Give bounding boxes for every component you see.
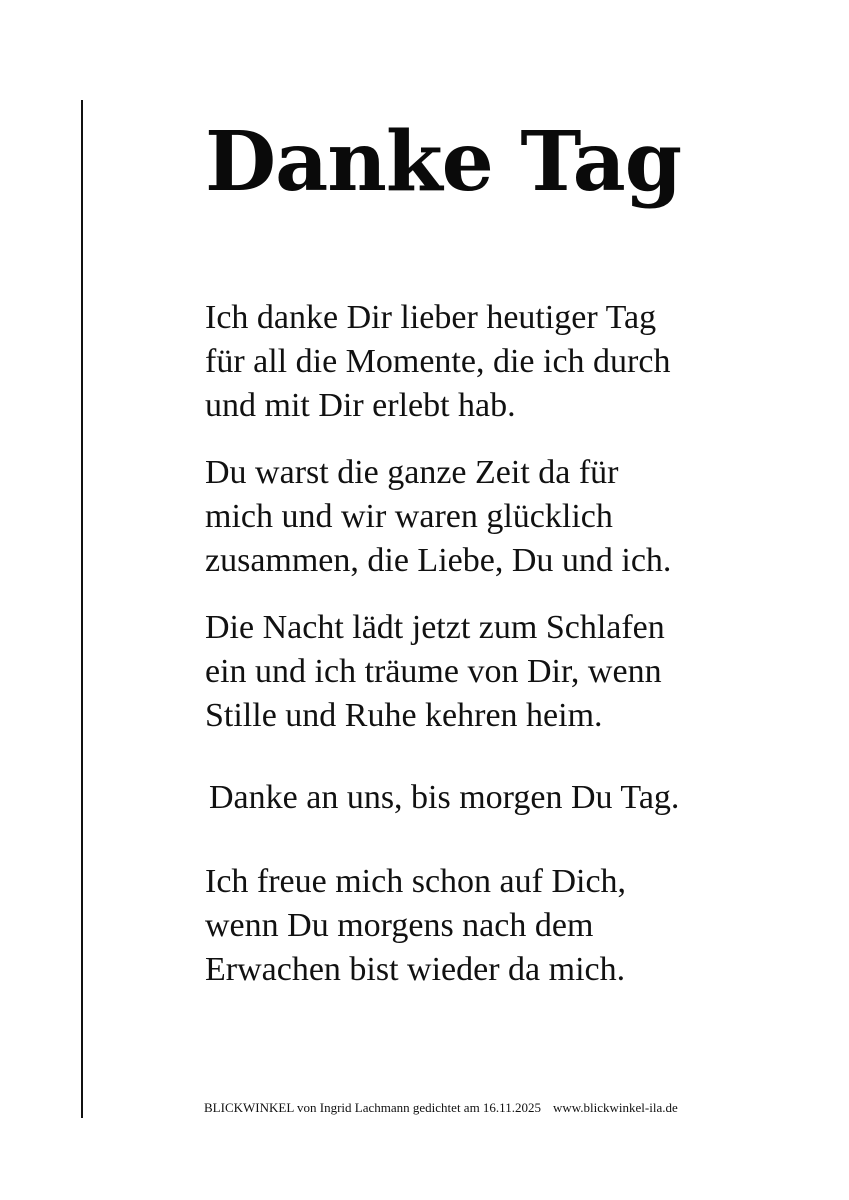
stanza-line: mich und wir waren glücklich [205,498,613,535]
stanza-4 [209,776,679,820]
footer [204,1099,678,1117]
stanza-3 [205,606,665,738]
stanza-1 [205,296,670,428]
stanza-line: Erwachen bist wieder da mich. [205,951,626,988]
stanza-2 [205,451,671,583]
stanza-line: ein und ich träume von Dir, wenn [205,653,662,690]
stanza-line: wenn Du morgens nach dem [205,907,594,944]
stanza-5 [205,860,626,992]
stanza-line: Ich freue mich schon auf Dich, [205,863,627,900]
stanza-line: Ich danke Dir lieber heutiger Tag [205,299,657,336]
stanza-line: Stille und Ruhe kehren heim. [205,697,603,734]
footer-credit: BLICKWINKEL von Ingrid Lachmann gedichtet am 16.11.2025 [204,1100,541,1115]
footer-website: www.blickwinkel-ila.de [552,1100,678,1115]
stanza-line: zusammen, die Liebe, Du und ich. [205,542,672,579]
stanza-line: Die Nacht lädt jetzt zum Schlafen [205,609,665,646]
stanza-line: Danke an uns, bis morgen Du Tag. [209,779,680,816]
stanza-line: und mit Dir erlebt hab. [205,387,516,424]
margin-rule [81,100,83,1118]
page-title: Danke Tag [205,114,682,210]
stanza-line: für all die Momente, die ich durch [205,343,671,380]
stanza-line: Du warst die ganze Zeit da für [205,454,619,491]
